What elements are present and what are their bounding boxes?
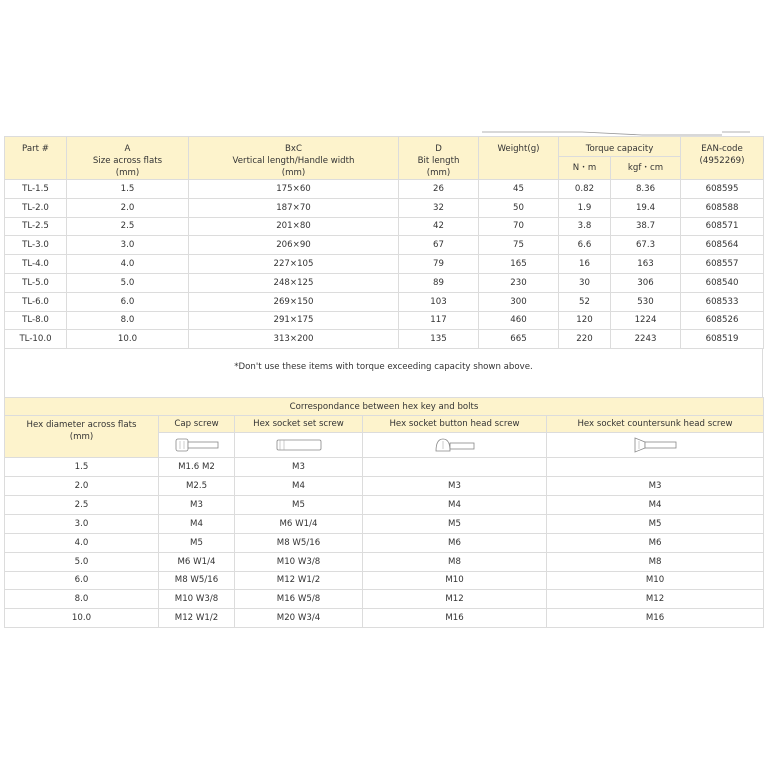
- correspondence-cell: M4: [547, 495, 764, 514]
- correspondence-cell: M2.5: [159, 477, 235, 496]
- correspondence-cell: M16: [363, 609, 547, 628]
- spec-cell: 269×150: [189, 292, 399, 311]
- spec-cell: 50: [479, 198, 559, 217]
- spec-cell: TL-2.0: [5, 198, 67, 217]
- spec-row: [5, 311, 764, 330]
- correspondence-table: [4, 397, 764, 628]
- correspondence-cell: M5: [159, 533, 235, 552]
- spec-cell: 67: [399, 236, 479, 255]
- spec-cell: 248×125: [189, 273, 399, 292]
- spec-cell: 67.3: [611, 236, 681, 255]
- spec-cell: 26: [399, 180, 479, 199]
- spec-row: [5, 198, 764, 217]
- correspondence-cell: 5.0: [5, 552, 159, 571]
- header-torque-kgf: kgf・cm: [611, 157, 681, 180]
- spec-cell: 8.36: [611, 180, 681, 199]
- spec-cell: 3.8: [559, 217, 611, 236]
- cap-screw-icon: [159, 433, 235, 458]
- spec-cell: 4.0: [67, 255, 189, 274]
- header-cap-screw: Cap screw: [159, 416, 235, 433]
- spec-cell: 608571: [681, 217, 764, 236]
- spec-cell: TL-10.0: [5, 330, 67, 349]
- correspondence-cell: M12: [363, 590, 547, 609]
- spec-cell: TL-8.0: [5, 311, 67, 330]
- header-part: Part #: [5, 137, 67, 180]
- spec-row: [5, 292, 764, 311]
- header-bxc: BxC Vertical length/Handle width (mm): [189, 137, 399, 180]
- correspondence-cell: M12 W1/2: [159, 609, 235, 628]
- spec-cell: 120: [559, 311, 611, 330]
- spec-cell: 608588: [681, 198, 764, 217]
- spec-cell: 75: [479, 236, 559, 255]
- spec-cell: 460: [479, 311, 559, 330]
- correspondence-cell: M12 W1/2: [235, 571, 363, 590]
- correspondence-cell: M20 W3/4: [235, 609, 363, 628]
- spec-cell: 206×90: [189, 236, 399, 255]
- spec-cell: 5.0: [67, 273, 189, 292]
- section-gap: [4, 385, 763, 397]
- spec-cell: 32: [399, 198, 479, 217]
- spec-cell: 38.7: [611, 217, 681, 236]
- correspondence-row: [5, 571, 764, 590]
- correspondence-cell: M10: [363, 571, 547, 590]
- spec-cell: 291×175: [189, 311, 399, 330]
- correspondence-cell: M3: [159, 495, 235, 514]
- spec-cell: 300: [479, 292, 559, 311]
- spec-cell: 103: [399, 292, 479, 311]
- spec-cell: 1224: [611, 311, 681, 330]
- button-head-screw-icon: [363, 433, 547, 458]
- correspondence-cell: 1.5: [5, 458, 159, 477]
- spec-cell: 608564: [681, 236, 764, 255]
- correspondence-cell: 2.5: [5, 495, 159, 514]
- spec-cell: TL-2.5: [5, 217, 67, 236]
- header-a: A Size across flats (mm): [67, 137, 189, 180]
- spec-cell: TL-6.0: [5, 292, 67, 311]
- spec-cell: 608519: [681, 330, 764, 349]
- correspondence-row: [5, 458, 764, 477]
- correspondence-row: [5, 590, 764, 609]
- spec-row: [5, 180, 764, 199]
- correspondence-cell: M16: [547, 609, 764, 628]
- spec-cell: 70: [479, 217, 559, 236]
- spec-cell: 0.82: [559, 180, 611, 199]
- spec-cell: 175×60: [189, 180, 399, 199]
- correspondence-cell: 4.0: [5, 533, 159, 552]
- correspondence-cell: [547, 458, 764, 477]
- header-ean: EAN-code (4952269): [681, 137, 764, 180]
- header-torque-nm: N・m: [559, 157, 611, 180]
- correspondence-cell: M10 W3/8: [235, 552, 363, 571]
- spec-cell: 2243: [611, 330, 681, 349]
- spec-cell: 608533: [681, 292, 764, 311]
- spec-cell: 608557: [681, 255, 764, 274]
- correspondence-cell: 3.0: [5, 514, 159, 533]
- correspondence-cell: M3: [363, 477, 547, 496]
- spec-cell: 79: [399, 255, 479, 274]
- correspondence-cell: M5: [363, 514, 547, 533]
- header-torque: Torque capacity: [559, 137, 681, 157]
- spec-cell: 10.0: [67, 330, 189, 349]
- torque-warning-note: *Don't use these items with torque exceeding capacity shown above.: [4, 349, 763, 385]
- correspondence-cell: M5: [547, 514, 764, 533]
- spec-cell: TL-1.5: [5, 180, 67, 199]
- spec-cell: TL-5.0: [5, 273, 67, 292]
- correspondence-cell: M12: [547, 590, 764, 609]
- correspondence-cell: M8: [363, 552, 547, 571]
- spec-cell: 2.0: [67, 198, 189, 217]
- correspondence-cell: M10: [547, 571, 764, 590]
- spec-cell: 16: [559, 255, 611, 274]
- correspondence-cell: M4: [159, 514, 235, 533]
- correspondence-row: [5, 609, 764, 628]
- spec-cell: 42: [399, 217, 479, 236]
- correspondence-row: [5, 477, 764, 496]
- spec-cell: TL-3.0: [5, 236, 67, 255]
- spec-cell: 201×80: [189, 217, 399, 236]
- correspondence-cell: M6 W1/4: [159, 552, 235, 571]
- correspondence-cell: 6.0: [5, 571, 159, 590]
- correspondence-cell: 2.0: [5, 477, 159, 496]
- spec-cell: 220: [559, 330, 611, 349]
- correspondence-cell: M10 W3/8: [159, 590, 235, 609]
- header-countersunk: Hex socket countersunk head screw: [547, 416, 764, 433]
- spec-cell: 306: [611, 273, 681, 292]
- header-set-screw: Hex socket set screw: [235, 416, 363, 433]
- spec-cell: 2.5: [67, 217, 189, 236]
- correspondence-cell: M6 W1/4: [235, 514, 363, 533]
- spec-row: [5, 217, 764, 236]
- spec-cell: 135: [399, 330, 479, 349]
- correspondence-cell: M6: [363, 533, 547, 552]
- correspondence-row: [5, 514, 764, 533]
- spec-table: [4, 136, 764, 349]
- correspondence-cell: M3: [547, 477, 764, 496]
- correspondence-cell: 8.0: [5, 590, 159, 609]
- correspondence-cell: 10.0: [5, 609, 159, 628]
- spec-cell: 52: [559, 292, 611, 311]
- spec-cell: 1.5: [67, 180, 189, 199]
- spec-cell: TL-4.0: [5, 255, 67, 274]
- spec-cell: 187×70: [189, 198, 399, 217]
- correspondence-row: [5, 495, 764, 514]
- spec-cell: 608526: [681, 311, 764, 330]
- header-hex-diameter: Hex diameter across flats (mm): [5, 416, 159, 458]
- correspondence-row: [5, 552, 764, 571]
- spec-cell: 313×200: [189, 330, 399, 349]
- correspondence-cell: M8 W5/16: [235, 533, 363, 552]
- spec-cell: 6.6: [559, 236, 611, 255]
- correspondence-cell: M6: [547, 533, 764, 552]
- header-button-head: Hex socket button head screw: [363, 416, 547, 433]
- spec-cell: 117: [399, 311, 479, 330]
- correspondence-cell: M5: [235, 495, 363, 514]
- spec-row: [5, 255, 764, 274]
- product-spec-sheet: [4, 136, 763, 628]
- spec-cell: 45: [479, 180, 559, 199]
- spec-cell: 1.9: [559, 198, 611, 217]
- correspondence-cell: [363, 458, 547, 477]
- spec-cell: 608540: [681, 273, 764, 292]
- spec-cell: 165: [479, 255, 559, 274]
- spec-cell: 6.0: [67, 292, 189, 311]
- correspondence-cell: M8: [547, 552, 764, 571]
- correspondence-cell: M16 W5/8: [235, 590, 363, 609]
- spec-row: [5, 273, 764, 292]
- spec-cell: 230: [479, 273, 559, 292]
- spec-cell: 665: [479, 330, 559, 349]
- correspondence-cell: M4: [363, 495, 547, 514]
- correspondence-row: [5, 533, 764, 552]
- spec-cell: 227×105: [189, 255, 399, 274]
- spec-cell: 3.0: [67, 236, 189, 255]
- spec-cell: 530: [611, 292, 681, 311]
- spec-cell: 608595: [681, 180, 764, 199]
- set-screw-icon: [235, 433, 363, 458]
- spec-cell: 89: [399, 273, 479, 292]
- correspondence-cell: M1.6 M2: [159, 458, 235, 477]
- spec-cell: 19.4: [611, 198, 681, 217]
- countersunk-screw-icon: [547, 433, 764, 458]
- correspondence-cell: M8 W5/16: [159, 571, 235, 590]
- spec-row: [5, 330, 764, 349]
- correspondence-cell: M3: [235, 458, 363, 477]
- header-weight: Weight(g): [479, 137, 559, 180]
- header-d: D Bit length (mm): [399, 137, 479, 180]
- spec-row: [5, 236, 764, 255]
- spec-cell: 8.0: [67, 311, 189, 330]
- correspondence-caption: Correspondance between hex key and bolts: [5, 398, 764, 416]
- spec-cell: 30: [559, 273, 611, 292]
- spec-cell: 163: [611, 255, 681, 274]
- correspondence-cell: M4: [235, 477, 363, 496]
